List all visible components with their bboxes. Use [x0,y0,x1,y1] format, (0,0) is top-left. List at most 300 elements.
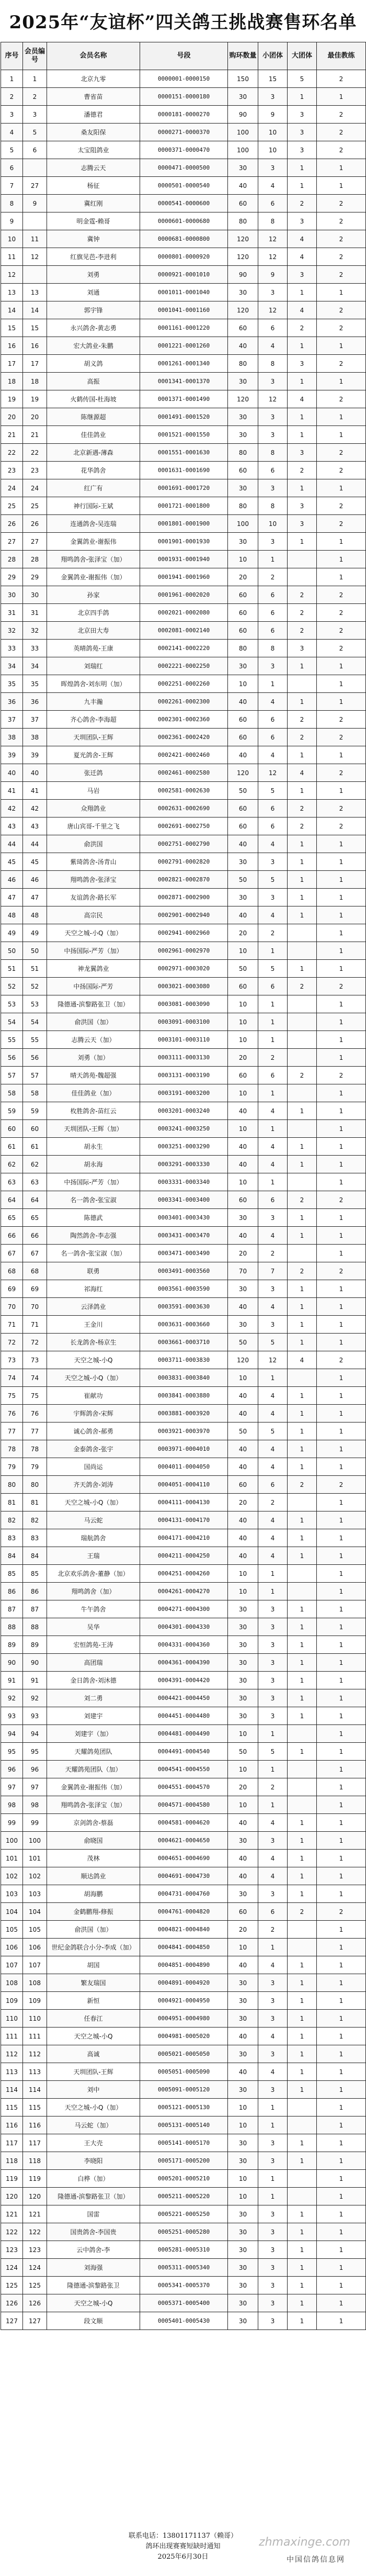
cell-member-name: 天空之城-小Q [47,1351,140,1369]
cell-index: 44 [1,835,23,853]
cell-index: 64 [1,1191,23,1209]
cell-ring-range: 0003431-0003470 [140,1227,228,1245]
cell-member-name: 晴天鸽苑-魏超强 [47,1067,140,1084]
cell-large-group: 1 [288,1672,317,1689]
cell-ring-count: 120 [228,390,258,408]
cell-member-name: 天空之城-小Q（加） [47,1494,140,1511]
cell-best-coach: 1 [317,2205,366,2223]
cell-large-group: 1 [288,1227,317,1245]
cell-small-group: 4 [258,693,288,711]
cell-best-coach: 1 [317,1850,366,1867]
cell-best-coach: 2 [317,1067,366,1084]
cell-member-id: 26 [23,515,47,533]
cell-member-id: 93 [23,1707,47,1725]
table-row [1,515,366,533]
cell-large-group: 3 [288,515,317,533]
cell-member-id: 89 [23,1636,47,1654]
cell-ring-count: 10 [228,1120,258,1138]
cell-small-group: 6 [258,729,288,746]
cell-member-name: 天耀鸽苑团队（加） [47,1761,140,1778]
cell-small-group: 4 [258,1138,288,1156]
cell-member-id: 45 [23,853,47,871]
cell-ring-count: 10 [228,1939,258,1956]
cell-large-group: 1 [288,1832,317,1850]
cell-best-coach: 2 [317,390,366,408]
cell-member-name: 宏恒鸽苑-王涛 [47,1636,140,1654]
cell-ring-range: 0003331-0003340 [140,1173,228,1191]
table-row [1,1547,366,1565]
table-row [1,1511,366,1529]
cell-small-group: 1 [258,2188,288,2205]
cell-member-id: 102 [23,1867,47,1885]
cell-small-group: 6 [258,1903,288,1921]
header-col-member-name: 会员名称 [47,42,140,70]
cell-large-group: 1 [288,1316,317,1334]
cell-best-coach: 1 [317,2188,366,2205]
cell-member-id: 87 [23,1600,47,1618]
cell-ring-range: 0001011-0001040 [140,284,228,301]
cell-ring-count: 100 [228,515,258,533]
cell-large-group: 1 [288,1280,317,1298]
cell-member-id: 97 [23,1778,47,1796]
cell-member-id: 95 [23,1743,47,1761]
cell-member-id: 69 [23,1280,47,1298]
cell-ring-count: 60 [228,800,258,817]
cell-ring-range: 0004011-0004050 [140,1458,228,1476]
cell-best-coach: 1 [317,408,366,426]
cell-member-name: 高振 [47,373,140,390]
cell-member-id [23,212,47,230]
cell-small-group: 6 [258,604,288,622]
cell-large-group: 1 [288,1102,317,1120]
cell-member-name: 俞洪国（加） [47,1921,140,1939]
table-row [1,497,366,515]
cell-ring-range: 0003341-0003400 [140,1191,228,1209]
cell-ring-range: 0001931-0001940 [140,551,228,568]
cell-small-group: 4 [258,835,288,853]
cell-ring-count: 60 [228,1191,258,1209]
cell-ring-count: 10 [228,1725,258,1743]
table-row [1,1529,366,1547]
cell-index: 60 [1,1120,23,1138]
cell-ring-count: 20 [228,568,258,586]
cell-ring-count: 30 [228,159,258,177]
cell-best-coach: 1 [317,1992,366,2010]
table-row [1,2152,366,2170]
cell-small-group: 3 [258,1618,288,1636]
table-row [1,1956,366,1974]
cell-ring-count: 50 [228,1743,258,1761]
cell-ring-count: 10 [228,942,258,960]
cell-large-group: 3 [288,355,317,373]
cell-member-name: 志腾云天（加） [47,1031,140,1049]
cell-ring-count: 10 [228,1013,258,1031]
cell-small-group: 5 [258,1743,288,1761]
cell-ring-range: 0001961-0002020 [140,586,228,604]
cell-large-group: 2 [288,1067,317,1084]
cell-index: 40 [1,764,23,782]
cell-large-group [288,2099,317,2116]
cell-ring-range: 0005341-0005370 [140,2277,228,2294]
cell-small-group: 3 [258,2312,288,2330]
cell-ring-count: 30 [228,1974,258,1992]
cell-member-name: 马岩 [47,782,140,800]
cell-ring-count: 40 [228,1102,258,1120]
cell-ring-range: 0003841-0003880 [140,1387,228,1405]
cell-ring-count: 40 [228,1405,258,1423]
cell-large-group: 1 [288,1529,317,1547]
cell-index: 72 [1,1334,23,1351]
cell-index: 4 [1,124,23,141]
cell-index: 97 [1,1778,23,1796]
cell-ring-count: 40 [228,1298,258,1316]
table-row [1,2028,366,2045]
cell-ring-count: 100 [228,124,258,141]
cell-member-name: 张迁鸽 [47,764,140,782]
cell-best-coach: 1 [317,942,366,960]
cell-ring-range: 0003831-0003840 [140,1369,228,1387]
cell-index: 70 [1,1298,23,1316]
cell-large-group [288,1120,317,1138]
cell-member-name: 刘瑞红 [47,657,140,675]
table-row [1,1013,366,1031]
cell-large-group: 1 [288,871,317,889]
cell-best-coach: 2 [317,764,366,782]
cell-index: 109 [1,1992,23,2010]
cell-best-coach: 1 [317,1743,366,1761]
cell-ring-range: 0002141-0002220 [140,640,228,657]
cell-large-group: 3 [288,212,317,230]
cell-index: 47 [1,889,23,906]
table-row [1,2241,366,2259]
cell-member-id: 32 [23,622,47,640]
cell-large-group: 3 [288,106,317,124]
table-row [1,1173,366,1191]
cell-index: 11 [1,248,23,266]
table-row [1,817,366,835]
table-row [1,1280,366,1298]
cell-best-coach: 1 [317,746,366,764]
cell-best-coach: 1 [317,889,366,906]
cell-ring-count: 30 [228,2223,258,2241]
cell-ring-count: 80 [228,444,258,462]
cell-ring-count: 40 [228,1156,258,1173]
cell-large-group [288,1565,317,1583]
cell-best-coach: 1 [317,960,366,978]
cell-ring-range: 0001041-0001160 [140,301,228,319]
cell-index: 125 [1,2277,23,2294]
cell-ring-range: 0002901-0002940 [140,906,228,924]
cell-small-group: 1 [258,675,288,693]
cell-large-group: 1 [288,1814,317,1832]
cell-member-id: 98 [23,1796,47,1814]
cell-ring-count: 40 [228,337,258,355]
cell-ring-range: 0004211-0004250 [140,1547,228,1565]
cell-member-id: 83 [23,1529,47,1547]
cell-index: 111 [1,2028,23,2045]
cell-ring-count: 30 [228,1618,258,1636]
cell-large-group [288,568,317,586]
cell-large-group: 1 [288,2028,317,2045]
cell-member-id: 96 [23,1761,47,1778]
table-row [1,2277,366,2294]
cell-small-group: 12 [258,248,288,266]
table-row [1,1120,366,1138]
cell-small-group: 6 [258,978,288,995]
cell-ring-range: 0001551-0001630 [140,444,228,462]
cell-small-group: 4 [258,1387,288,1405]
cell-best-coach: 1 [317,693,366,711]
cell-large-group: 1 [288,1138,317,1156]
cell-small-group: 3 [258,2081,288,2099]
cell-ring-count: 40 [228,906,258,924]
cell-index: 126 [1,2294,23,2312]
cell-member-name: 刘二勇 [47,1689,140,1707]
cell-member-id: 49 [23,924,47,942]
cell-index: 107 [1,1956,23,1974]
cell-ring-count: 60 [228,1476,258,1494]
cell-best-coach: 1 [317,1867,366,1885]
cell-index: 106 [1,1939,23,1956]
cell-best-coach: 1 [317,284,366,301]
cell-small-group: 5 [258,1423,288,1440]
cell-member-name: 唐山宾哥-千里之飞 [47,817,140,835]
cell-large-group: 2 [288,1191,317,1209]
cell-index: 68 [1,1262,23,1280]
cell-member-name: 马云蛇 [47,1511,140,1529]
cell-member-id: 43 [23,817,47,835]
cell-index: 89 [1,1636,23,1654]
table-row [1,1049,366,1067]
table-row [1,408,366,426]
table-row [1,426,366,444]
cell-member-id: 63 [23,1173,47,1191]
table-row [1,1618,366,1636]
cell-ring-range: 0004651-0004690 [140,1850,228,1867]
cell-index: 61 [1,1138,23,1156]
cell-large-group: 1 [288,2081,317,2099]
cell-member-name: 世纪金鸽联合小分-李成（加） [47,1939,140,1956]
cell-member-name: 联勇 [47,1262,140,1280]
cell-small-group: 1 [258,1565,288,1583]
cell-ring-range: 0000471-0000500 [140,159,228,177]
cell-large-group [288,1725,317,1743]
table-row [1,1992,366,2010]
header-col-large-group: 大团体 [288,42,317,70]
cell-best-coach: 2 [317,800,366,817]
cell-ring-count: 20 [228,1494,258,1511]
cell-member-id: 53 [23,995,47,1013]
cell-large-group: 3 [288,444,317,462]
cell-member-id: 37 [23,711,47,729]
cell-small-group: 1 [258,995,288,1013]
cell-best-coach: 2 [317,444,366,462]
cell-ring-count: 60 [228,1903,258,1921]
cell-ring-count: 30 [228,1707,258,1725]
cell-member-name: 佳佳鸽业（加） [47,1084,140,1102]
cell-best-coach: 1 [317,1529,366,1547]
cell-large-group [288,2116,317,2134]
cell-ring-range: 0003101-0003110 [140,1031,228,1049]
cell-ring-range: 0000151-0000180 [140,88,228,106]
cell-ring-count: 10 [228,2188,258,2205]
cell-best-coach: 1 [317,2045,366,2063]
cell-large-group: 1 [288,284,317,301]
cell-ring-range: 0002081-0002140 [140,622,228,640]
table-row [1,1583,366,1600]
cell-ring-range: 0004571-0004580 [140,1796,228,1814]
cell-ring-count: 30 [228,426,258,444]
table-row [1,2170,366,2188]
cell-member-id: 123 [23,2241,47,2259]
cell-best-coach: 1 [317,1138,366,1156]
table-row [1,729,366,746]
cell-small-group: 4 [258,1956,288,1974]
cell-small-group: 4 [258,1440,288,1458]
cell-large-group [288,1031,317,1049]
cell-ring-range: 0001901-0001930 [140,533,228,551]
cell-ring-range: 0003401-0003430 [140,1209,228,1227]
cell-ring-count: 60 [228,978,258,995]
cell-member-name: 新恒 [47,1992,140,2010]
cell-large-group: 1 [288,782,317,800]
cell-ring-count: 60 [228,711,258,729]
cell-best-coach: 2 [317,106,366,124]
cell-large-group: 2 [288,462,317,479]
cell-small-group: 4 [258,1227,288,1245]
table-row [1,586,366,604]
cell-member-name: 名一鸽舍-张宝淑 [47,1191,140,1209]
cell-index: 8 [1,195,23,212]
cell-ring-range: 0003251-0003290 [140,1138,228,1156]
brand-text: 中国信鸽信息网 [287,2556,345,2564]
cell-ring-count: 40 [228,1387,258,1405]
cell-small-group: 12 [258,1351,288,1369]
cell-index: 36 [1,693,23,711]
cell-ring-range: 0005171-0005200 [140,2152,228,2170]
cell-small-group: 10 [258,515,288,533]
cell-member-id: 36 [23,693,47,711]
cell-best-coach: 1 [317,1405,366,1423]
cell-small-group: 3 [258,2259,288,2277]
cell-index: 78 [1,1440,23,1458]
cell-small-group: 1 [258,1939,288,1956]
cell-ring-count: 30 [228,2152,258,2170]
cell-member-id: 122 [23,2223,47,2241]
cell-small-group: 12 [258,230,288,248]
table-row [1,1405,366,1423]
cell-small-group: 3 [258,2277,288,2294]
cell-ring-range: 0005051-0005090 [140,2063,228,2081]
cell-member-name: 金翼鸽业-谢振伟（加） [47,568,140,586]
cell-member-name: 顺达鸽业 [47,1867,140,1885]
cell-member-id: 121 [23,2205,47,2223]
cell-best-coach: 1 [317,1565,366,1583]
cell-member-id: 51 [23,960,47,978]
cell-index: 102 [1,1867,23,1885]
cell-small-group: 4 [258,2028,288,2045]
cell-small-group: 6 [258,817,288,835]
cell-index: 33 [1,640,23,657]
cell-index: 46 [1,871,23,889]
cell-member-name: 任春江 [47,2010,140,2028]
table-row [1,1156,366,1173]
cell-index: 127 [1,2312,23,2330]
cell-large-group: 4 [288,764,317,782]
cell-small-group: 4 [258,2063,288,2081]
table-row [1,2134,366,2152]
table-row [1,1814,366,1832]
table-row [1,1689,366,1707]
cell-index: 12 [1,266,23,284]
cell-best-coach: 1 [317,1156,366,1173]
cell-best-coach: 2 [317,1191,366,1209]
cell-large-group: 1 [288,2312,317,2330]
cell-best-coach: 1 [317,1423,366,1440]
cell-member-id: 2 [23,88,47,106]
table-row [1,1778,366,1796]
cell-best-coach: 2 [317,124,366,141]
cell-ring-range: 0004841-0004850 [140,1939,228,1956]
cell-large-group [288,1583,317,1600]
cell-ring-count: 30 [228,657,258,675]
cell-member-id: 54 [23,1013,47,1031]
cell-large-group: 1 [288,2223,317,2241]
cell-ring-range: 0002461-0002580 [140,764,228,782]
table-row [1,319,366,337]
cell-ring-count: 10 [228,995,258,1013]
cell-ring-range: 0004981-0005020 [140,2028,228,2045]
cell-small-group: 8 [258,355,288,373]
cell-member-name: 天耀鸽苑团队 [47,1743,140,1761]
cell-member-id: 79 [23,1458,47,1476]
cell-ring-count: 40 [228,2028,258,2045]
cell-member-name: 刘建宇 [47,1707,140,1725]
cell-ring-range: 0004481-0004490 [140,1725,228,1743]
cell-member-name: 红旗见芭-李进利 [47,248,140,266]
table-row [1,960,366,978]
cell-ring-count: 30 [228,2134,258,2152]
cell-large-group: 1 [288,1618,317,1636]
cell-small-group: 5 [258,871,288,889]
cell-ring-range: 0004551-0004570 [140,1778,228,1796]
cell-best-coach: 1 [317,1102,366,1120]
cell-large-group: 1 [288,1511,317,1529]
cell-large-group [288,1369,317,1387]
cell-ring-range: 0001261-0001340 [140,355,228,373]
table-row [1,871,366,889]
cell-small-group: 8 [258,444,288,462]
cell-ring-range: 0005141-0005170 [140,2134,228,2152]
cell-member-name: 天空之城-小Q（加） [47,2099,140,2116]
cell-best-coach: 1 [317,2010,366,2028]
cell-small-group: 3 [258,1209,288,1227]
cell-small-group: 9 [258,106,288,124]
cell-member-id: 18 [23,373,47,390]
cell-best-coach: 1 [317,1458,366,1476]
cell-member-id: 111 [23,2028,47,2045]
cell-ring-range: 0000271-0000370 [140,124,228,141]
cell-best-coach: 2 [317,586,366,604]
table-row [1,622,366,640]
cell-ring-range: 0000921-0001010 [140,266,228,284]
cell-index: 101 [1,1850,23,1867]
cell-small-group: 1 [258,1173,288,1191]
cell-member-id: 30 [23,586,47,604]
cell-ring-range: 0004541-0004550 [140,1761,228,1778]
cell-member-id: 84 [23,1547,47,1565]
cell-member-name: 九丰瀚 [47,693,140,711]
